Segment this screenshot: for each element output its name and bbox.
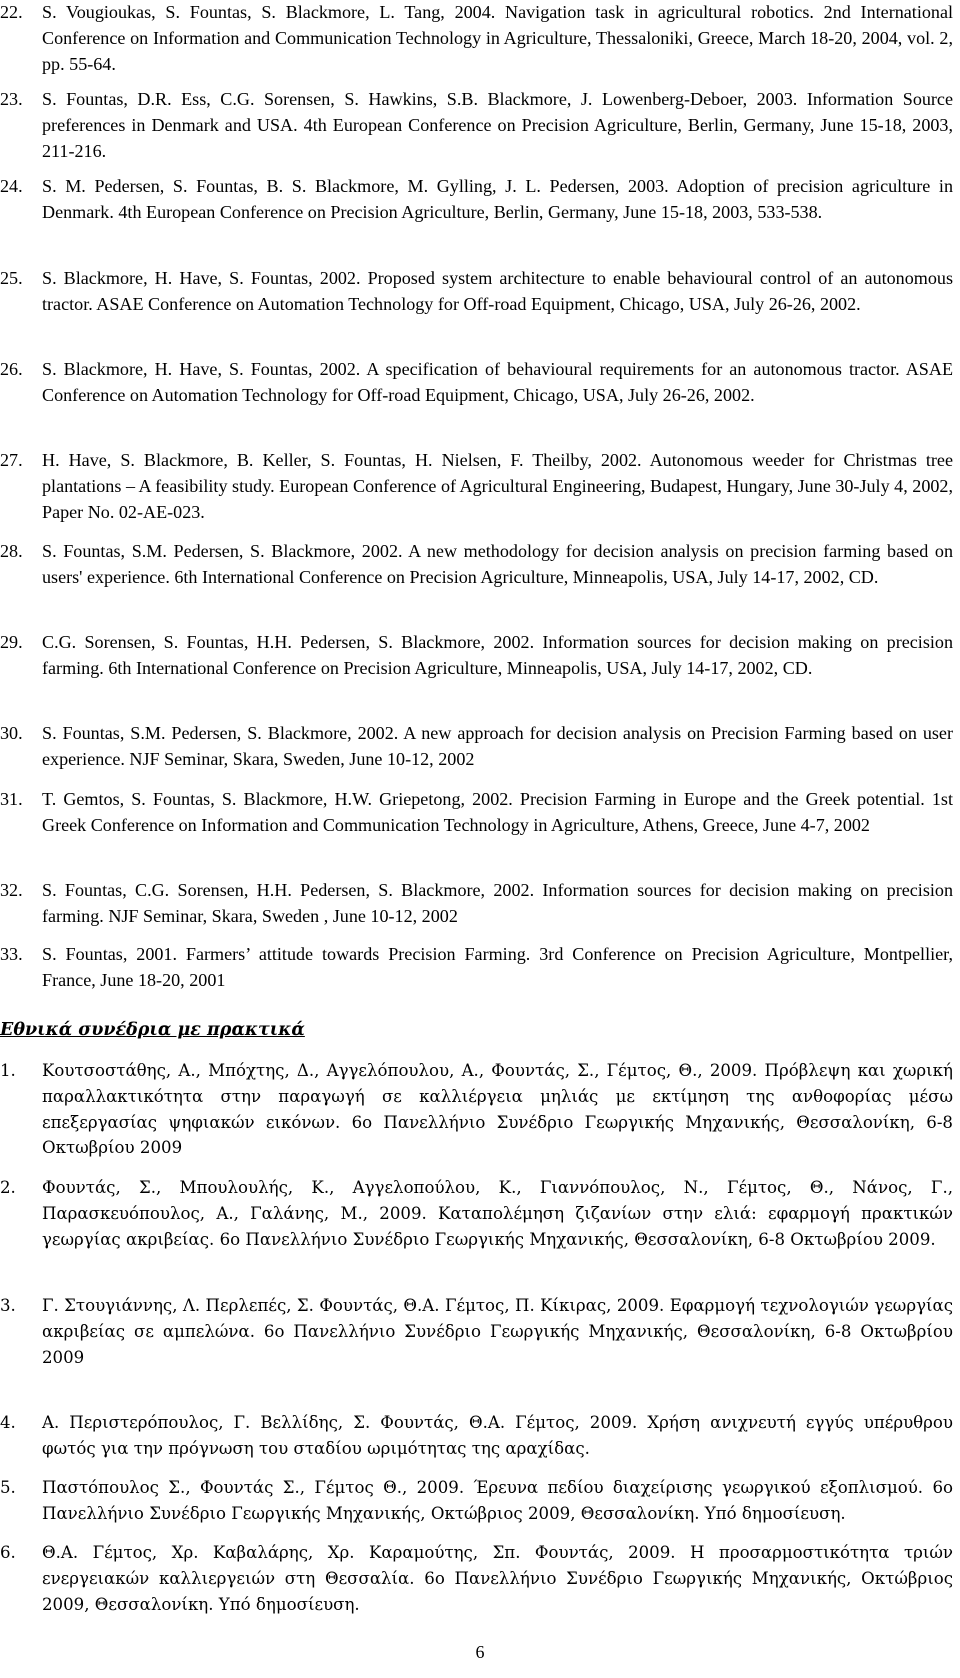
reference-item (0, 539, 960, 591)
reference-text: S. Fountas, S.M. Pedersen, S. Blackmore, 2002. A new approach for decision analysis on Precision Farming based on user experience. NJF Seminar, Skara, Sweden, June 10-12, 2002 (42, 723, 953, 769)
reference-text: Φουντάς, Σ., Μπουλουλής, Κ., Αγγελοπούλου, Κ., Γιαννόπουλος, Ν., Γέμτος, Θ., Νάνος, Γ., Παρασκευόπουλος, Α., Γαλάνης, Μ., 2009. Καταπολέμηση ζιζανίων στην ελιά: εφαρμογή πρακτικών γεωργίας ακριβείας. 6ο Πανελλήνιο Συνέδριο Γεωργικής Μηχανικής, Θεσσαλονίκη, 6-8 Οκτωβρίου 2009. (42, 1178, 953, 1249)
reference-number: 33. (0, 944, 23, 964)
reference-text: H. Have, S. Blackmore, B. Keller, S. Fountas, H. Nielsen, F. Theilby, 2002. Autonomous weeder for Christmas tree plantations – A feasibility study. European Conference of Agricultural Engineering, Budapest, Hungary, June 30-July 4, 2002, Paper No. 02-AE-023. (42, 450, 953, 522)
reference-item (0, 721, 960, 773)
reference-item (0, 1540, 960, 1617)
reference-number: 25. (0, 268, 23, 288)
reference-number: 22. (0, 2, 23, 22)
reference-number: 4. (0, 1413, 16, 1432)
reference-number: 31. (0, 789, 23, 809)
reference-item (0, 1410, 960, 1462)
reference-text: S. Blackmore, H. Have, S. Fountas, 2002. Proposed system architecture to enable behavioural control of an autonomous tractor. ASAE Conference on Automation Technology for Off-road Equipment, Chicago, USA, July 26-26, 2002. (42, 268, 953, 314)
reference-text: S. Vougioukas, S. Fountas, S. Blackmore, L. Tang, 2004. Navigation task in agricultural robotics. 2nd International Conference on Information and Communication Technology in Agriculture, Thessaloniki, Greece, March 18-20, 2004, vol. 2, pp. 55-64. (42, 2, 953, 74)
reference-number: 23. (0, 89, 23, 109)
reference-text: S. M. Pedersen, S. Fountas, B. S. Blackmore, M. Gylling, J. L. Pedersen, 2003. Adoption of precision agriculture in Denmark. 4th European Conference on Precision Agriculture, Berlin, Germany, June 15-18, 2003, 533-538. (42, 176, 953, 222)
reference-item (0, 174, 960, 226)
reference-text: S. Fountas, C.G. Sorensen, H.H. Pedersen, S. Blackmore, 2002. Information sources for decision making on precision farming. NJF Seminar, Skara, Sweden , June 10-12, 2002 (42, 880, 953, 926)
reference-number: 29. (0, 632, 23, 652)
reference-item (0, 357, 960, 409)
reference-item (0, 448, 960, 525)
reference-text: Θ.Α. Γέμτος, Χρ. Καβαλάρης, Χρ. Καραμούτης, Σπ. Φουντάς, 2009. Η προσαρμοστικότητα τριών ενεργειακών καλλιεργειών στη Θεσσαλία. 6ο Πανελλήνιο Συνέδριο Γεωργικής Μηχανικής, Οκτώβριος 2009, Θεσσαλονίκη. Υπό δημοσίευση. (42, 1543, 953, 1614)
reference-item (0, 878, 960, 930)
reference-number: 1. (0, 1061, 16, 1080)
reference-text: Γ. Στουγιάννης, Λ. Περλεπές, Σ. Φουντάς, Θ.Α. Γέμτος, Π. Κίκιρας, 2009. Εφαρμογή τεχνολογιών γεωργίας ακριβείας σε αμπελώνα. 6ο Πανελλήνιο Συνέδριο Γεωργικής Μηχανικής, Θεσσαλονίκη, 6-8 Οκτωβρίου 2009 (42, 1296, 953, 1367)
reference-number: 5. (0, 1478, 16, 1497)
reference-text: S. Blackmore, H. Have, S. Fountas, 2002. A specification of behavioural requirements for an autonomous tractor. ASAE Conference on Automation Technology for Off-road Equipment, Chicago, USA, July 26-26, 2002. (42, 359, 953, 405)
reference-number: 2. (0, 1178, 16, 1197)
reference-number: 32. (0, 880, 23, 900)
reference-number: 3. (0, 1296, 16, 1315)
page-number: 6 (475, 1642, 485, 1662)
reference-item (0, 942, 960, 994)
reference-item (0, 0, 960, 77)
reference-text: Κουτσοστάθης, Α., Μπόχτης, Δ., Αγγελόπουλου, Α., Φουντάς, Σ., Γέμτος, Θ., 2009. Πρόβλεψη και χωρική παραλλακτικότητα στην παραγωγή σε καλλιέργεια μηλιάς με εκτίμηση της ανθοφορίας μέσω επεξεργασίας ψηφιακών εικόνων. 6ο Πανελλήνιο Συνέδριο Γεωργικής Μηχανικής, Θεσσαλονίκη, 6-8 Οκτωβρίου 2009 (42, 1061, 953, 1158)
reference-item (0, 1293, 960, 1370)
reference-item (0, 1058, 960, 1161)
reference-item (0, 87, 960, 164)
reference-text: S. Fountas, S.M. Pedersen, S. Blackmore, 2002. A new methodology for decision analysis on precision farming based on users' experience. 6th International Conference on Precision Agriculture, Minneapolis, USA, July 14-17, 2002, CD. (42, 541, 953, 587)
reference-number: 27. (0, 450, 23, 470)
reference-text: C.G. Sorensen, S. Fountas, H.H. Pedersen, S. Blackmore, 2002. Information sources for decision making on precision farming. 6th International Conference on Precision Agriculture, Minneapolis, USA, July 14-17, 2002, CD. (42, 632, 953, 678)
reference-item (0, 1175, 960, 1252)
reference-text: S. Fountas, 2001. Farmers’ attitude towards Precision Farming. 3rd Conference on Precision Agriculture, Montpellier, France, June 18-20, 2001 (42, 944, 953, 990)
reference-number: 28. (0, 541, 23, 561)
reference-item (0, 266, 960, 318)
reference-number: 30. (0, 723, 23, 743)
reference-item (0, 630, 960, 682)
section-heading: Εθνικά συνέδρια με πρακτικά (0, 1020, 305, 1040)
reference-item (0, 787, 960, 839)
reference-item (0, 1475, 960, 1527)
reference-text: Α. Περιστερόπουλος, Γ. Βελλίδης, Σ. Φουντάς, Θ.Α. Γέμτος, 2009. Χρήση ανιχνευτή εγγύς υπέρυθρου φωτός για την πρόγνωση του σταδίου ωριμότητας της αραχίδας. (42, 1413, 953, 1458)
reference-number: 24. (0, 176, 23, 196)
reference-text: T. Gemtos, S. Fountas, S. Blackmore, H.W. Griepetong, 2002. Precision Farming in Europe and the Greek potential. 1st Greek Conference on Information and Communication Technology in Agriculture, Athens, Greece, June 4-7, 2002 (42, 789, 953, 835)
reference-text: Παστόπουλος Σ., Φουντάς Σ., Γέμτος Θ., 2009. Έρευνα πεδίου διαχείρισης γεωργικού εξοπλισμού. 6ο Πανελλήνιο Συνέδριο Γεωργικής Μηχανικής, Οκτώβριος 2009, Θεσσαλονίκη. Υπό δημοσίευση. (42, 1478, 953, 1523)
reference-number: 6. (0, 1543, 16, 1562)
reference-text: S. Fountas, D.R. Ess, C.G. Sorensen, S. Hawkins, S.B. Blackmore, J. Lowenberg-Deboer, 2003. Information Source preferences in Denmark and USA. 4th European Conference on Precision Agriculture, Berlin, Germany, June 15-18, 2003, 211-216. (42, 89, 953, 161)
reference-number: 26. (0, 359, 23, 379)
